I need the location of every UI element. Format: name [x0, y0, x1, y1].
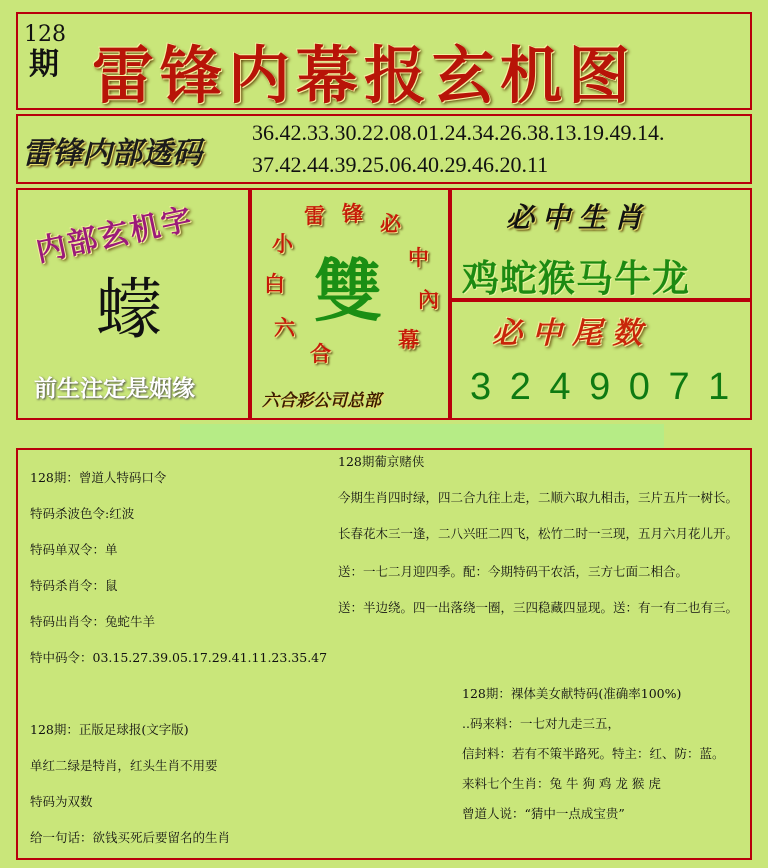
left-bottom-item-1: 128期：正版足球报(文字版)	[30, 722, 189, 737]
issue-suffix: 期	[29, 47, 59, 82]
tails-digits: 3 2 4 9 0 7 1	[470, 366, 734, 408]
riddle-label: 内部玄机字	[32, 201, 197, 270]
circle-char-3: 雷	[304, 203, 325, 228]
left-top-item-4: 特码杀肖令：鼠	[30, 578, 118, 593]
right-bottom-item-3: 信封料：若有不策半路死。特主：红、防：蓝。	[462, 746, 725, 761]
center-footer: 六合彩公司总部	[262, 391, 381, 411]
numbers-label: 雷锋内部透码	[22, 136, 202, 171]
riddle-phrase: 前生注定是姻缘	[34, 375, 195, 402]
tails-label: 必中尾数	[492, 316, 652, 351]
issue-number-digits: 128	[24, 22, 66, 47]
right-top-title: 128期葡京赌侠	[338, 454, 425, 469]
circle-char-1: 白	[264, 271, 285, 296]
right-bottom-item-5: 曾道人说：“猜中一点成宝贵”	[462, 806, 625, 821]
circle-char-2: 小	[272, 231, 293, 256]
zodiac-animals: 鸡蛇猴马牛龙	[462, 256, 690, 300]
left-bottom-item-3: 特码为双数	[30, 794, 93, 809]
right-top-line-3: 送：一七二月迎四季。配：今期特码干农活，三方七面二相合。	[338, 564, 689, 579]
circle-char-7: 內	[418, 287, 439, 312]
right-bottom-item-1: 128期：裸体美女献特码(准确率100%)	[462, 686, 682, 701]
highlight-strip	[180, 424, 664, 448]
right-top-line-4: 送：半边绕。四一出落绕一圈，三四稳藏四显现。送：有一有二也有三。	[338, 600, 739, 615]
numbers-line-1: 36.42.33.30.22.08.01.24.34.26.38.13.19.49.14.	[252, 120, 665, 145]
right-top-line-1: 今期生肖四时绿，四二合九往上走，二顺六取九相击，三片五片一树长。	[338, 490, 739, 505]
left-top-item-1: 128期：曾道人特码口令	[30, 470, 167, 485]
circle-char-4: 锋	[342, 201, 363, 226]
circle-char-9: 六	[274, 315, 295, 340]
zodiac-label: 必中生肖	[506, 201, 651, 234]
left-top-item-6: 特中码令：03.15.27.39.05.17.29.41.11.23.35.47	[30, 650, 328, 665]
numbers-line-2: 37.42.44.39.25.06.40.29.46.20.11	[252, 152, 549, 177]
right-top-line-2: 长春花木三一逢，二八兴旺二四飞，松竹二时一三现，五月六月花儿开。	[338, 526, 739, 541]
left-top-item-5: 特码出肖令：兔蛇牛羊	[30, 614, 156, 629]
left-top-item-2: 特码杀波色令:红波	[30, 506, 135, 521]
page-title: 雷锋内幕报玄机图	[92, 39, 637, 112]
right-bottom-item-4: 来料七个生肖：兔 牛 狗 鸡 龙 猴 虎	[462, 776, 661, 791]
left-bottom-item-2: 单红二绿是特肖，红头生肖不用要	[30, 758, 218, 773]
left-bottom-item-4: 给一句话：欲钱买死后要留名的生肖	[30, 830, 231, 845]
circle-char-6: 中	[408, 245, 429, 270]
riddle-character: 蠓	[96, 271, 162, 348]
right-bottom-item-2: ..码来料：一七对九走三五，	[462, 716, 620, 731]
issue-number	[24, 20, 64, 80]
center-big-char: 雙	[314, 252, 383, 332]
circle-char-8: 幕	[398, 327, 419, 352]
left-top-item-3: 特码单双令：单	[30, 542, 118, 557]
circle-char-5: 必	[380, 211, 401, 236]
circle-char-10: 合	[310, 341, 331, 366]
